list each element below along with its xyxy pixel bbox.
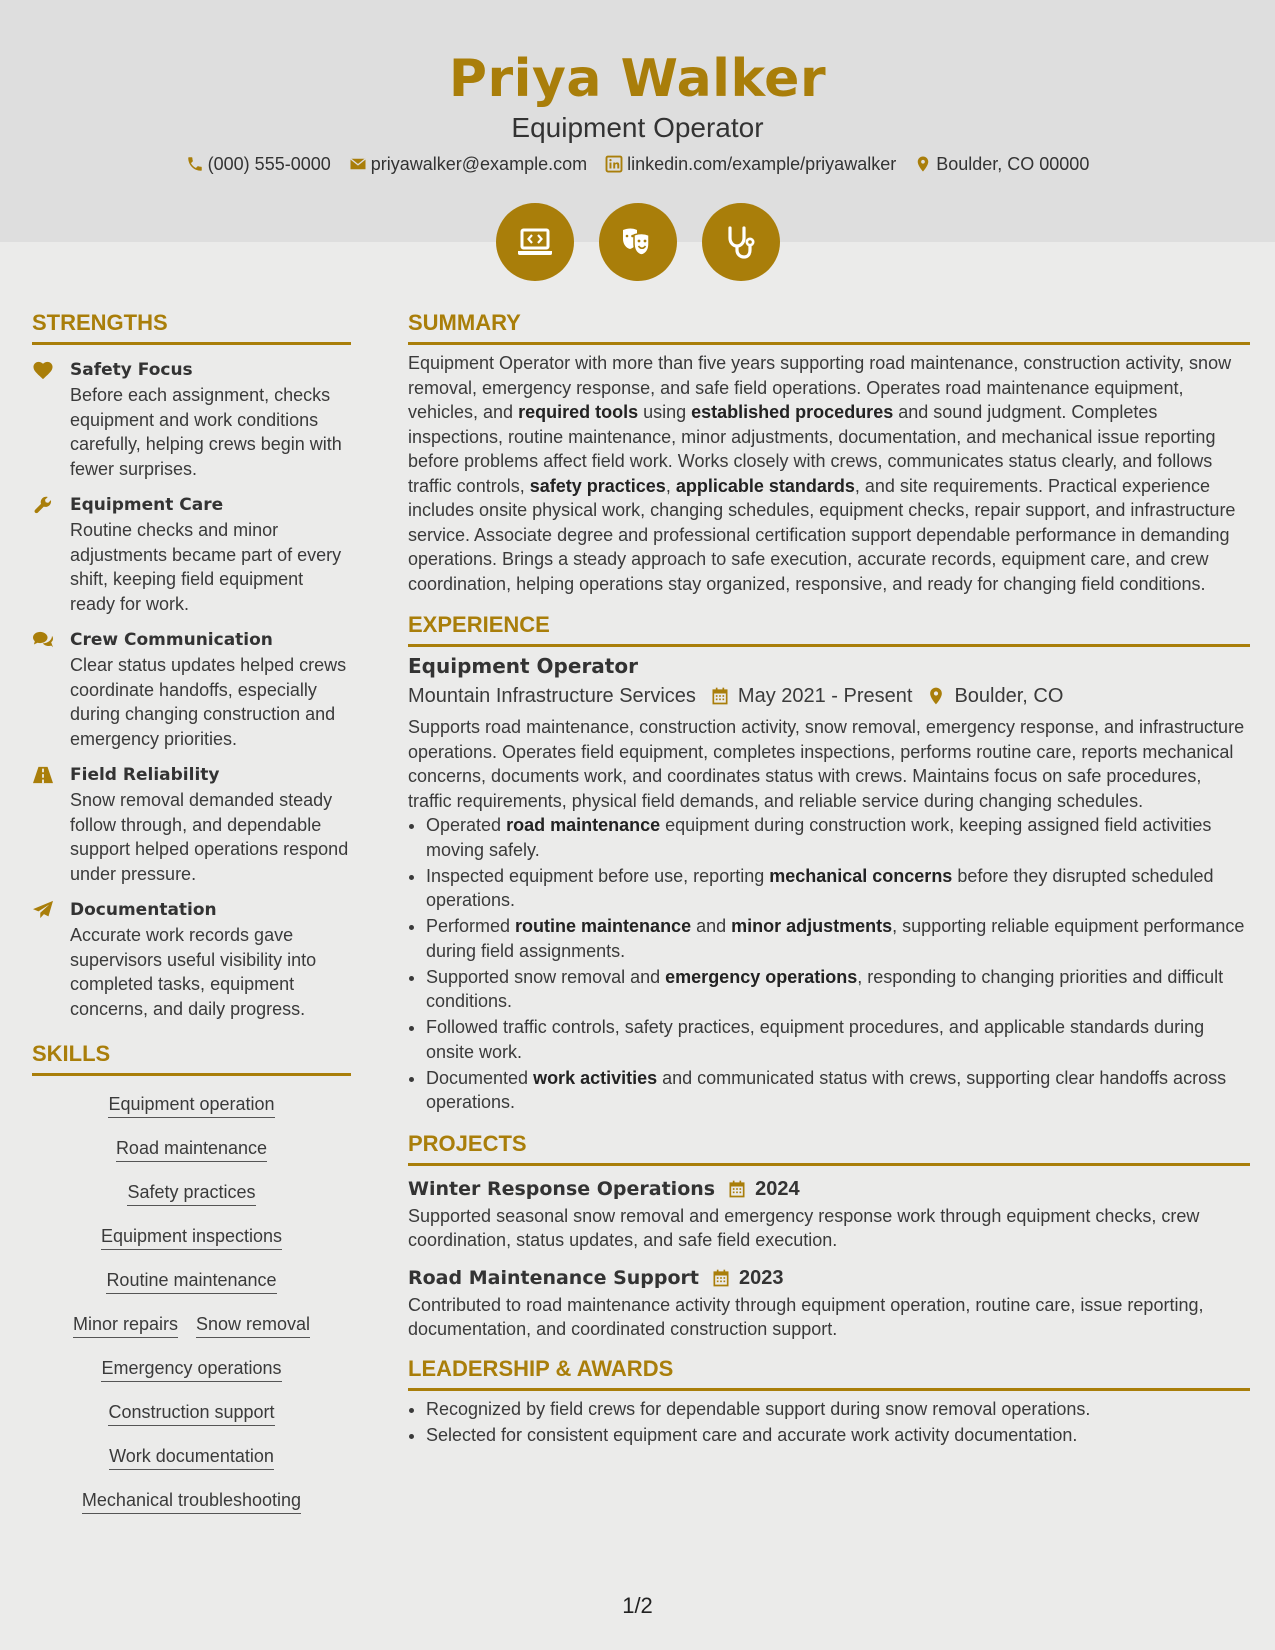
strength-title: Documentation <box>70 900 217 920</box>
contact-location <box>914 151 1089 177</box>
theater-masks-icon <box>618 222 658 262</box>
project-year: 2023 <box>739 1266 784 1289</box>
skill-tag: Construction support <box>108 1400 274 1426</box>
phone-icon <box>186 155 204 173</box>
calendar-icon <box>710 686 730 706</box>
summary-emphasis: safety practices <box>529 475 666 496</box>
summary-emphasis: required tools <box>518 402 639 422</box>
bullet-emphasis: work activities <box>533 1067 658 1088</box>
calendar-icon <box>727 1179 747 1199</box>
job-title: Equipment Operator <box>511 112 764 143</box>
project-item <box>408 1263 1250 1342</box>
skills-row <box>32 1268 351 1294</box>
skills-row <box>32 1136 351 1162</box>
strength-item <box>32 492 351 616</box>
skill-tag: Equipment operation <box>108 1092 274 1118</box>
summary-segment: , <box>665 475 676 496</box>
envelope-icon <box>349 155 367 173</box>
summary-segment: , and site requirements. Practical experience includes onsite physical work, changing schedules, equipment checks, repair support, and infrastructure service. Associate degree and professional certification support dependable performance in demanding operations. Brings a steady approach to safe execution, accurate records, equipment care, and crew coordination, helping operations stay organized, responsive, and ready for changing field conditions. <box>408 475 1236 594</box>
strength-description: Snow removal demanded steady follow through, and dependable support helped operations respond under pressure. <box>70 790 349 884</box>
skill-tag: Snow removal <box>196 1312 310 1338</box>
contact-bar <box>0 151 1275 177</box>
map-marker-icon <box>926 686 946 706</box>
leadership-heading: LEADERSHIP & AWARDS <box>408 1352 1250 1391</box>
summary-text <box>408 351 1250 596</box>
right-column <box>408 306 1250 1449</box>
laptop-code-icon <box>515 222 555 262</box>
leadership-item: • Recognized by field crews for dependable support during snow removal operations. <box>426 1397 1250 1422</box>
skill-tag: Emergency operations <box>101 1356 281 1382</box>
experience-dates: May 2021 - Present <box>737 685 913 707</box>
strengths-heading: STRENGTHS <box>32 306 351 345</box>
strength-item <box>32 627 351 751</box>
project-header <box>408 1174 1250 1204</box>
location-text: Boulder, CO 00000 <box>936 154 1090 174</box>
comments-icon <box>32 627 56 751</box>
experience-company: Mountain Infrastructure Services <box>408 685 696 707</box>
summary-segment: Equipment Operator with more than five years supporting road maintenance, construction activity, snow removal, emergency response, and safe field operations. Operates road maintenance equipment, vehicles, and <box>408 353 1232 422</box>
experience-bullet <box>426 864 1250 913</box>
map-marker-icon <box>914 155 932 173</box>
strength-item <box>32 762 351 886</box>
bullet-emphasis: routine maintenance <box>515 916 692 936</box>
summary-segment: using <box>638 402 692 422</box>
experience-bullet <box>426 914 1250 963</box>
strength-body <box>70 627 351 751</box>
strength-description: Before each assignment, checks equipment and work conditions carefully, helping crews begin with fewer surprises. <box>70 385 342 479</box>
strength-description: Accurate work records gave supervisors useful visibility into completed tasks, equipment concerns, and daily progress. <box>70 925 317 1019</box>
linkedin-text: linkedin.com/example/priyawalker <box>627 154 897 174</box>
strength-title: Equipment Care <box>70 495 224 515</box>
skill-tag: Work documentation <box>109 1444 274 1470</box>
bullet-segment: , supporting reliable equipment performance during field assignments. <box>426 916 1245 961</box>
bullet-emphasis: mechanical concerns <box>769 865 953 886</box>
strength-body <box>70 492 351 616</box>
paper-plane-icon <box>32 897 56 1021</box>
projects-heading: PROJECTS <box>408 1127 1250 1166</box>
bullet-segment: , responding to changing priorities and difficult conditions. <box>426 966 1224 1011</box>
strength-item <box>32 357 351 481</box>
candidate-name: Priya Walker <box>448 49 827 109</box>
project-year: 2024 <box>755 1177 800 1200</box>
experience-description: Supports road maintenance, construction activity, snow removal, emergency response, and infrastructure operations. Operates field equipment, completes inspections, performs routine care, reports mechanical concerns, documents work, and coordinates status with crews. Maintains focus on safe procedures, traffic requirements, physical field demands, and reliable service during changing schedules. <box>408 717 1245 811</box>
stethoscope-icon <box>721 222 761 262</box>
leadership-list <box>408 1397 1250 1448</box>
experience-bullet <box>426 1066 1250 1115</box>
experience-bullet <box>426 813 1250 862</box>
bullet-segment: Inspected equipment before use, reporting <box>426 865 770 886</box>
skill-tag: Routine maintenance <box>106 1268 276 1294</box>
bullet-emphasis: emergency operations <box>665 966 858 987</box>
summary-emphasis: applicable standards <box>675 475 855 496</box>
project-header <box>408 1263 1250 1293</box>
bullet-segment: and communicated status with crews, supporting clear handoffs across operations. <box>426 1067 1227 1112</box>
skills-row <box>32 1356 351 1382</box>
bullet-emphasis: road maintenance <box>506 815 661 835</box>
strength-body <box>70 897 351 1021</box>
experience-bullets <box>408 813 1250 1115</box>
strength-body <box>70 357 351 481</box>
skill-tag: Road maintenance <box>116 1136 267 1162</box>
theater-masks-badge <box>599 203 677 281</box>
skill-tag: Mechanical troubleshooting <box>82 1488 301 1514</box>
contact-phone[interactable] <box>186 151 331 177</box>
project-name: Road Maintenance Support <box>408 1266 700 1289</box>
skill-tag: Safety practices <box>127 1180 255 1206</box>
skills-heading: SKILLS <box>32 1037 351 1076</box>
project-item <box>408 1174 1250 1253</box>
experience-role: Equipment Operator <box>408 654 638 678</box>
skill-tag: Minor repairs <box>73 1312 178 1338</box>
skills-row <box>32 1092 351 1118</box>
experience-bullet <box>426 1015 1250 1064</box>
linkedin-icon <box>605 155 623 173</box>
experience-heading: EXPERIENCE <box>408 608 1250 647</box>
skills-row <box>32 1444 351 1470</box>
skills-row <box>32 1400 351 1426</box>
phone-text: (000) 555-0000 <box>207 154 331 174</box>
bullet-segment: before they disrupted scheduled operations. <box>426 865 1214 910</box>
skill-tag: Equipment inspections <box>101 1224 282 1250</box>
laptop-code-badge <box>496 203 574 281</box>
project-description: Contributed to road maintenance activity through equipment operation, routine care, issue reporting, documentation, and coordinated construction support. <box>408 1294 1204 1339</box>
skills-row <box>32 1224 351 1250</box>
strength-description: Routine checks and minor adjustments became part of every shift, keeping field equipment ready for work. <box>70 520 342 614</box>
experience-bullet <box>426 965 1250 1014</box>
summary-heading: SUMMARY <box>408 306 1250 345</box>
strength-body <box>70 762 351 886</box>
projects-list <box>408 1174 1250 1342</box>
stethoscope-badge <box>702 203 780 281</box>
summary-emphasis: established procedures <box>691 402 894 422</box>
bullet-emphasis: minor adjustments <box>731 916 893 936</box>
strength-description: Clear status updates helped crews coordinate handoffs, especially during changing construction and emergency priorities. <box>70 655 347 749</box>
calendar-icon <box>711 1268 731 1288</box>
interest-badges <box>0 203 1275 281</box>
bullet-segment: Operated <box>426 815 507 835</box>
bullet-segment: Performed <box>426 916 516 936</box>
bullet-segment: Followed traffic controls, safety practices, equipment procedures, and applicable standards during onsite work. <box>426 1017 1205 1062</box>
skills-row <box>32 1180 351 1206</box>
strength-title: Field Reliability <box>70 765 220 785</box>
strength-title: Crew Communication <box>70 630 273 650</box>
experience-meta <box>408 681 1250 711</box>
bullet-segment: equipment during construction work, keeping assigned field activities moving safely. <box>426 815 1212 860</box>
road-icon <box>32 762 56 886</box>
bullet-segment: and <box>691 916 732 936</box>
wrench-icon <box>32 492 56 616</box>
heart-icon <box>32 357 56 481</box>
contact-linkedin[interactable] <box>605 151 896 177</box>
left-column <box>32 306 351 1514</box>
strength-item <box>32 897 351 1021</box>
experience-location: Boulder, CO <box>954 685 1064 707</box>
skills-list <box>32 1090 351 1514</box>
skills-row <box>32 1312 351 1338</box>
bullet-segment: Supported snow removal and <box>426 966 666 987</box>
leadership-item: • Selected for consistent equipment care and accurate work activity documentation. <box>426 1423 1250 1448</box>
strength-title: Safety Focus <box>70 360 193 380</box>
project-description: Supported seasonal snow removal and emergency response work through equipment checks, crew coordination, status updates, and safe field execution. <box>408 1205 1200 1250</box>
contact-email[interactable] <box>349 151 587 177</box>
strengths-list <box>32 355 351 1021</box>
email-text: priyawalker@example.com <box>370 154 588 174</box>
page-number: 1/2 <box>622 1593 653 1618</box>
bullet-segment: Documented <box>426 1067 534 1088</box>
project-name: Winter Response Operations <box>408 1177 716 1200</box>
skills-row <box>32 1488 351 1514</box>
summary-segment: and sound judgment. Completes inspections, routine maintenance, minor adjustments, documentation, and mechanical issue reporting before problems affect field work. Works closely with crews, communicates status clearly, and follows traffic controls, <box>408 402 1216 496</box>
